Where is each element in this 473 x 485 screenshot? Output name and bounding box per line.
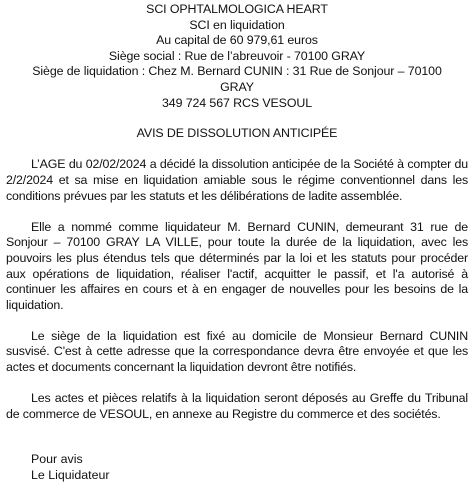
closing-liquidator: Le Liquidateur [31, 468, 110, 483]
liquidation-seat-line-2: GRAY [220, 79, 254, 94]
company-name: SCI OPHTALMOLOGICA HEART [146, 2, 328, 16]
notice-paragraph-filing: Les actes et pièces relatifs à la liquidation seront déposés au Greffe du Tribunal de commerce de VESOUL, en annexe au Registre du commerce et des sociétés. [6, 391, 468, 421]
closing-pour-avis: Pour avis [31, 452, 83, 467]
rcs-number: 349 724 567 RCS VESOUL [161, 95, 313, 110]
company-header [6, 2, 468, 111]
registered-office: Siège social : Rue de l’abreuvoir - 70100 GRAY [108, 48, 366, 63]
notice-title: AVIS DE DISSOLUTION ANTICIPÉE [136, 126, 338, 141]
notice-paragraph-liquidator: Elle a nommé comme liquidateur M. Bernard CUNIN, demeurant 31 rue de Sonjour – 70100 GRAY LA VILLE, pour toute la durée de la liquidation, avec les pouvoirs les plus étendus tels que déterminés par la loi et les statuts pour procéder aux opérations de liquidation, réaliser l'actif, acquitter le passif, et l'a autorisé à continuer les affaires en cours et à en engager de nouvelles pour les besoins de la liquidation. [6, 219, 468, 312]
notice-signature [6, 452, 468, 483]
notice-paragraph-dissolution: L’AGE du 02/02/2024 a décidé la dissolution anticipée de la Société à compter du 2/2/2024 et sa mise en liquidation amiable sous le régime conventionnel dans les conditions prévues par les statuts et les délibérations de ladite assemblée. [6, 157, 468, 203]
company-capital: Au capital de 60 979,61 euros [156, 33, 318, 48]
liquidation-seat-line-1: Siège de liquidation : Chez M. Bernard CUNIN : 31 Rue de Sonjour – 70100 [32, 64, 442, 79]
notice-paragraph-seat: Le siège de la liquidation est fixé au domicile de Monsieur Bernard CUNIN susvisé. C'est à cette adresse que la correspondance devra être envoyée et que les actes et documents concernant la liquidation devront être notifiés. [6, 328, 468, 375]
company-status: SCI en liquidation [189, 17, 285, 32]
notice-body [6, 157, 468, 422]
